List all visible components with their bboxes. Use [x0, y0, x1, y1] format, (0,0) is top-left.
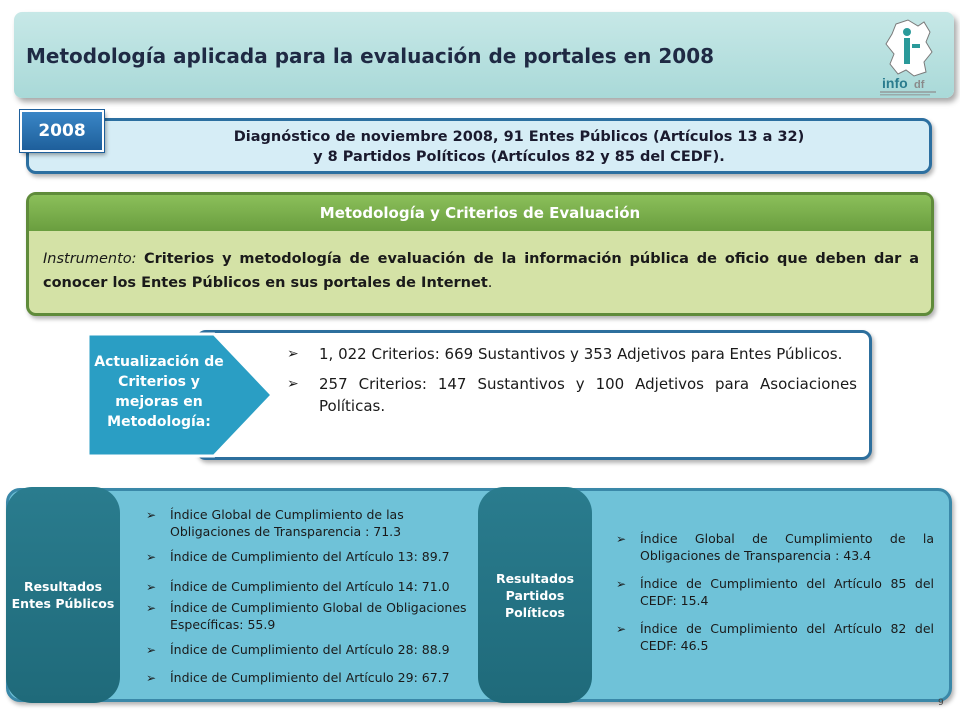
methodology-heading: Metodología y Criterios de Evaluación [29, 195, 931, 231]
diagnostic-text [139, 127, 899, 167]
arrow-bullet-icon: ➢ [616, 532, 627, 546]
results-entes-list [146, 506, 476, 686]
list-item [616, 530, 934, 564]
list-item [146, 641, 476, 658]
criteria-item-text: 257 Criterios: 147 Sustantivos y 100 Adjetivos para Asociaciones Políticas. [319, 375, 857, 415]
arrow-bullet-icon: ➢ [146, 550, 157, 564]
result-item-text: Índice Global de Cumplimiento de la Obligaciones de Transparencia : 43.4 [640, 531, 934, 563]
result-item-text: Índice de Cumplimiento del Artículo 28: 88.9 [170, 642, 450, 657]
criteria-panel [196, 330, 872, 460]
slide-title: Metodología aplicada para la evaluación de portales en 2008 [26, 44, 715, 68]
list-item [146, 506, 476, 540]
criteria-label: Actualización de Criterios y mejoras en Metodología: [94, 354, 224, 430]
arrow-bullet-icon: ➢ [146, 601, 157, 615]
arrow-bullet-icon: ➢ [616, 577, 627, 591]
result-item-text: Índice Global de Cumplimiento de las Obligaciones de Transparencia : 71.3 [170, 507, 404, 539]
result-item-text: Índice de Cumplimiento del Artículo 14: 71.0 [170, 579, 450, 594]
methodology-panel [26, 192, 934, 316]
slide-header [14, 12, 954, 98]
year-tab: 2008 [20, 110, 104, 152]
results-partidos-label: Resultados Partidos Políticos [478, 487, 592, 703]
list-item [146, 548, 476, 565]
instrument-description: Criterios y metodología de evaluación de la información pública de oficio que deben dar a conocer los Entes Públicos en sus portales de Internet [43, 251, 919, 291]
criteria-label-shape [86, 330, 276, 460]
diagnostic-line-2: y 8 Partidos Políticos (Artículos 82 y 85 del CEDF). [313, 149, 725, 165]
criteria-list [287, 343, 857, 425]
list-item [146, 669, 476, 686]
list-item [616, 620, 934, 654]
instrument-end: . [487, 275, 493, 291]
methodology-text [43, 247, 919, 295]
arrow-bullet-icon: ➢ [146, 671, 157, 685]
arrow-bullet-icon: ➢ [146, 643, 157, 657]
arrow-bullet-icon: ➢ [616, 622, 627, 636]
list-item [287, 373, 857, 417]
list-item [616, 575, 934, 609]
diagnostic-line-1: Diagnóstico de noviembre 2008, 91 Entes Públicos (Artículos 13 a 32) [233, 129, 805, 145]
arrow-bullet-icon: ➢ [146, 580, 157, 594]
result-item-text: Índice de Cumplimiento del Artículo 13: 89.7 [170, 549, 450, 564]
result-item-text: Índice de Cumplimiento del Artículo 82 del CEDF: 46.5 [640, 621, 934, 653]
criteria-item-text: 1, 022 Criterios: 669 Sustantivos y 353 Adjetivos para Entes Públicos. [319, 345, 843, 363]
list-item [146, 599, 476, 633]
infodf-logo-icon [874, 18, 944, 98]
svg-text:df: df [914, 79, 925, 91]
result-item-text: Índice de Cumplimiento del Artículo 29: 67.7 [170, 670, 450, 685]
instrument-label: Instrumento: [43, 251, 137, 267]
arrow-bullet-icon: ➢ [287, 376, 299, 392]
list-item [287, 343, 857, 365]
results-partidos-list [616, 530, 934, 654]
svg-text:info: info [882, 75, 908, 91]
arrow-bullet-icon: ➢ [146, 508, 157, 522]
result-item-text: Índice de Cumplimiento del Artículo 85 del CEDF: 15.4 [640, 576, 934, 608]
results-entes-label: Resultados Entes Públicos [6, 487, 120, 703]
infodf-logo [874, 18, 944, 98]
result-item-text: Índice de Cumplimiento Global de Obligaciones Específicas: 55.9 [170, 600, 467, 632]
page-number: 9 [938, 698, 944, 708]
list-item [146, 578, 476, 595]
arrow-bullet-icon: ➢ [287, 346, 299, 362]
diagnostic-panel [26, 118, 932, 174]
